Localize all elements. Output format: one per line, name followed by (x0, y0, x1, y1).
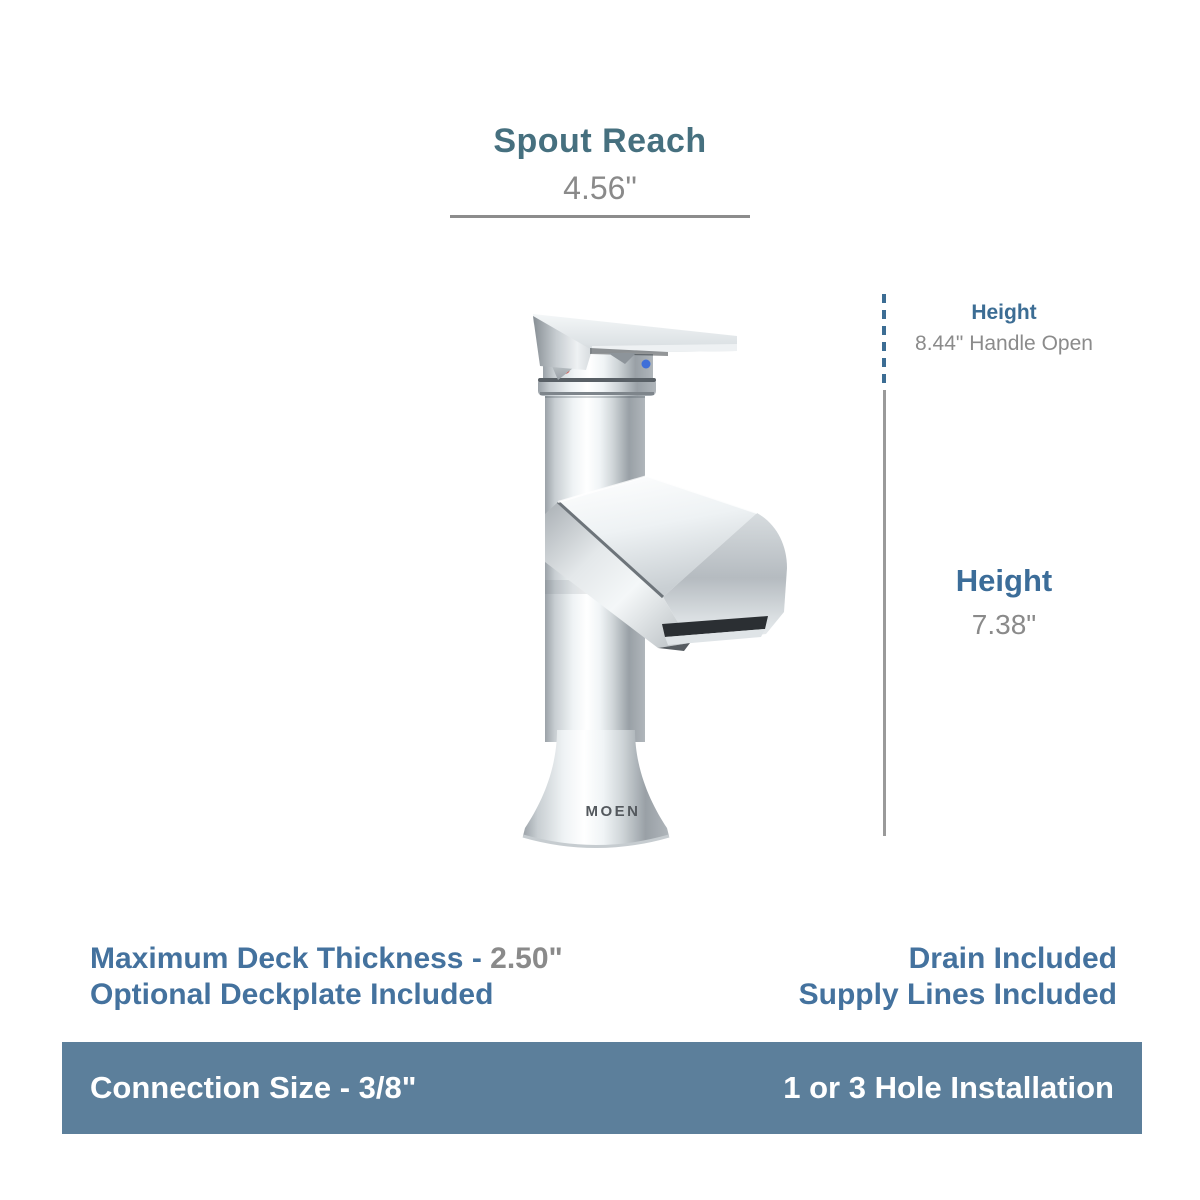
faucet-height-value: 7.38" (971, 609, 1037, 640)
deck-thickness-line (90, 941, 563, 977)
included-items-note (799, 941, 1117, 1013)
spout-reach-dimension-line (450, 215, 750, 218)
brand-logo: MOEN (585, 803, 641, 820)
faucet-product-image (440, 280, 860, 860)
cold-indicator-dot (642, 360, 651, 369)
deck-thickness-label: Maximum Deck Thickness - (90, 942, 491, 975)
spout-reach-label: Spout Reach (493, 122, 707, 160)
hole-installation-label: 1 or 3 Hole Installation (783, 1070, 1114, 1105)
connection-size-label: Connection Size - 3/8" (90, 1070, 417, 1105)
faucet-collar-ring (538, 378, 656, 396)
handle-open-height-dimension (854, 301, 1154, 356)
spout-reach-value: 4.56" (563, 170, 637, 206)
faucet-height-label: Height (955, 563, 1053, 598)
deck-thickness-note (90, 941, 563, 1013)
handle-open-height-label: Height (971, 301, 1037, 324)
deck-thickness-value: 2.50" (490, 942, 563, 975)
spout-reach-dimension (400, 122, 800, 207)
faucet-height-dimension (854, 563, 1154, 641)
handle-open-height-value: 8.44" Handle Open (915, 332, 1093, 355)
spec-summary-bar (62, 1042, 1142, 1134)
drain-included-note: Drain Included (908, 942, 1117, 975)
supply-lines-note: Supply Lines Included (798, 978, 1117, 1011)
faucet-base (523, 730, 669, 847)
deckplate-note: Optional Deckplate Included (90, 978, 494, 1011)
